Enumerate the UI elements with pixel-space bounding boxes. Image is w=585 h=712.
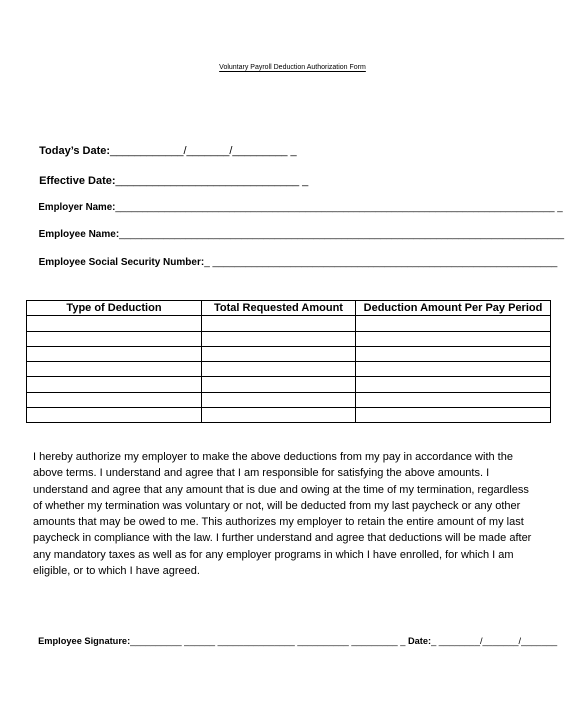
table-cell[interactable] — [27, 377, 202, 392]
table-cell[interactable] — [27, 408, 202, 423]
employer-name-field[interactable] — [33, 191, 563, 213]
table-cell[interactable] — [27, 331, 202, 346]
authorization-line: of whether my termination was voluntary or not, will be deducted from my last paycheck or any other — [33, 499, 521, 512]
table-row — [27, 362, 551, 377]
employee-ssn-field[interactable] — [33, 246, 557, 268]
authorization-paragraph — [33, 449, 553, 579]
table-cell[interactable] — [202, 316, 356, 331]
table-cell[interactable] — [202, 346, 356, 361]
authorization-line: above terms. I understand and agree that I am responsible for satisfying the above amounts. I — [33, 467, 490, 480]
table-cell[interactable] — [202, 408, 356, 423]
employee-name-blank[interactable]: ________________________________________________________________________________ — [119, 229, 565, 240]
table-cell[interactable] — [202, 377, 356, 392]
table-cell[interactable] — [356, 316, 551, 331]
table-cell[interactable] — [202, 392, 356, 407]
employee-name-label: Employee Name: — [38, 229, 120, 240]
authorization-line: I hereby authorize my employer to make the above deductions from my pay in accordance with the — [33, 451, 513, 463]
table-row — [27, 377, 551, 392]
signature-blank[interactable]: __________ ______ _______________ __________ _________ _ — [130, 636, 406, 646]
table-cell[interactable] — [356, 377, 551, 392]
authorization-line: understand and agree that any amount that is due and owing at the time of my termination, regardless — [33, 483, 529, 496]
authorization-line: eligible, or to which I have agreed. — [33, 565, 200, 578]
type-of-deduction-header: Type of Deduction — [27, 301, 202, 316]
table-cell[interactable] — [202, 331, 356, 346]
signature-date-blank[interactable]: _ ________/_______/_______ — [431, 636, 558, 646]
table-row — [27, 316, 551, 331]
table-header-row — [27, 301, 551, 316]
table-cell[interactable] — [27, 392, 202, 407]
employer-name-blank[interactable]: _________________________________________________________________________________ _ — [115, 202, 563, 213]
table-row — [27, 346, 551, 361]
employee-ssn-label: Employee Social Security Number: — [38, 257, 205, 268]
table-cell[interactable] — [356, 362, 551, 377]
todays-date-field[interactable] — [33, 133, 297, 157]
effective-date-field[interactable] — [33, 163, 308, 187]
table-cell[interactable] — [356, 392, 551, 407]
authorization-line: amounts that may be owed to me. This authorizes my employer to retain the entire amount of my last — [33, 516, 524, 529]
table-cell[interactable] — [202, 362, 356, 377]
total-requested-amount-header: Total Requested Amount — [202, 301, 356, 316]
table-cell[interactable] — [27, 316, 202, 331]
table-row — [27, 331, 551, 346]
effective-date-blank[interactable]: ______________________________ _ — [115, 175, 309, 187]
table-row — [27, 392, 551, 407]
signature-label: Employee Signature: — [38, 636, 131, 646]
deduction-per-pay-period-header: Deduction Amount Per Pay Period — [356, 301, 551, 316]
form-title: Voluntary Payroll Deduction Authorization Form — [219, 64, 366, 71]
table-row — [27, 408, 551, 423]
table-cell[interactable] — [27, 362, 202, 377]
table-cell[interactable] — [27, 346, 202, 361]
table-cell[interactable] — [356, 346, 551, 361]
todays-date-blank[interactable]: ____________/_______/_________ _ — [110, 145, 297, 157]
table-cell[interactable] — [356, 331, 551, 346]
date-label: Date: — [407, 636, 432, 646]
employer-name-label: Employer Name: — [38, 202, 116, 213]
effective-date-label: Effective Date: — [39, 175, 116, 187]
todays-date-label: Today’s Date: — [39, 145, 111, 157]
authorization-line: paycheck in compliance with the law. I further understand and agree that deductions will be made after — [33, 532, 532, 545]
deduction-table — [26, 300, 551, 423]
employee-name-field[interactable] — [33, 218, 564, 240]
signature-field[interactable] — [33, 626, 557, 646]
authorization-line: any mandatory taxes as well as for any employer programs in which I have enrolled, for which I am — [33, 548, 514, 561]
employee-ssn-blank[interactable]: _ ______________________________________________________________ — [204, 257, 558, 268]
table-cell[interactable] — [356, 408, 551, 423]
